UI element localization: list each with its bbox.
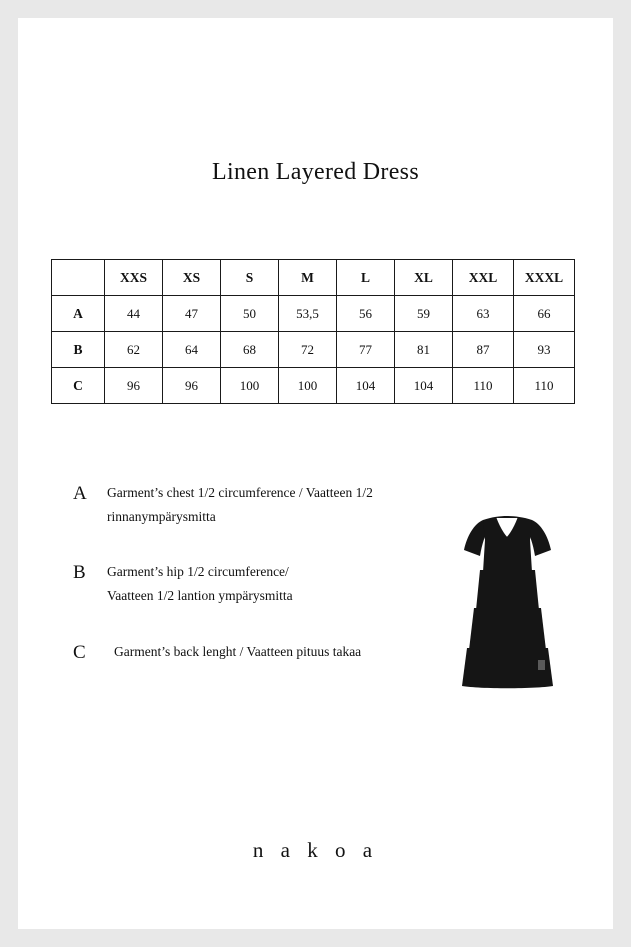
- table-header-row: [52, 260, 575, 296]
- row-label-a: A: [52, 296, 105, 332]
- legend-item-a: [73, 481, 453, 528]
- cell-b-xl: 81: [395, 332, 453, 368]
- legend-letter-a: A: [73, 483, 87, 504]
- legend-text-a: [107, 481, 373, 528]
- cell-b-m: 72: [279, 332, 337, 368]
- dress-icon: [450, 510, 565, 690]
- cell-a-l: 56: [337, 296, 395, 332]
- legend-letter-c: C: [73, 641, 86, 663]
- table-row: [52, 368, 575, 404]
- legend-text-c: [107, 640, 361, 664]
- page-title: Linen Layered Dress: [212, 159, 419, 186]
- cell-a-xxxl: 66: [514, 296, 575, 332]
- measurement-legend: [73, 481, 453, 696]
- legend-text-b-line1: Garment’s hip 1/2 circumference/: [107, 564, 289, 580]
- legend-letter-b: B: [73, 562, 86, 584]
- cell-c-xl: 104: [395, 368, 453, 404]
- cell-c-xxs: 96: [105, 368, 163, 404]
- legend-item-c: [73, 640, 453, 665]
- cell-b-xs: 64: [163, 332, 221, 368]
- column-header-xxxl: XXXL: [514, 260, 575, 296]
- cell-a-s: 50: [221, 296, 279, 332]
- column-header-l: L: [337, 260, 395, 296]
- row-label-c: C: [52, 368, 105, 404]
- column-header-m: M: [279, 260, 337, 296]
- cell-c-xs: 96: [163, 368, 221, 404]
- cell-c-xxxl: 110: [514, 368, 575, 404]
- cell-c-l: 104: [337, 368, 395, 404]
- cell-a-xxs: 44: [105, 296, 163, 332]
- size-chart-table: [51, 259, 575, 404]
- cell-a-m: 53,5: [279, 296, 337, 332]
- cell-a-xxl: 63: [453, 296, 514, 332]
- legend-text-a-line2: rinnanympärysmitta: [107, 508, 216, 524]
- cell-b-xxs: 62: [105, 332, 163, 368]
- cell-b-xxl: 87: [453, 332, 514, 368]
- cell-c-m: 100: [279, 368, 337, 404]
- cell-b-l: 77: [337, 332, 395, 368]
- legend-text-b-line2: Vaatteen 1/2 lantion ympärysmitta: [107, 587, 293, 603]
- table-corner-cell: [52, 260, 105, 296]
- column-header-xl: XL: [395, 260, 453, 296]
- legend-item-b: [73, 560, 453, 607]
- table-row: [52, 296, 575, 332]
- column-header-xxs: XXS: [105, 260, 163, 296]
- cell-c-s: 100: [221, 368, 279, 404]
- column-header-s: S: [221, 260, 279, 296]
- cell-a-xs: 47: [163, 296, 221, 332]
- legend-text-c-line1: Garment’s back lenght / Vaatteen pituus takaa: [114, 643, 362, 659]
- cell-a-xl: 59: [395, 296, 453, 332]
- cell-c-xxl: 110: [453, 368, 514, 404]
- cell-b-xxxl: 93: [514, 332, 575, 368]
- document-page: [18, 18, 613, 929]
- brand-logo: n a k o a: [252, 838, 379, 862]
- column-header-xs: XS: [163, 260, 221, 296]
- legend-text-b: [107, 560, 293, 607]
- row-label-b: B: [52, 332, 105, 368]
- cell-b-s: 68: [221, 332, 279, 368]
- table-row: [52, 332, 575, 368]
- dress-illustration: [450, 510, 565, 690]
- column-header-xxl: XXL: [453, 260, 514, 296]
- legend-text-a-line1: Garment’s chest 1/2 circumference / Vaatteen 1/2: [107, 485, 373, 500]
